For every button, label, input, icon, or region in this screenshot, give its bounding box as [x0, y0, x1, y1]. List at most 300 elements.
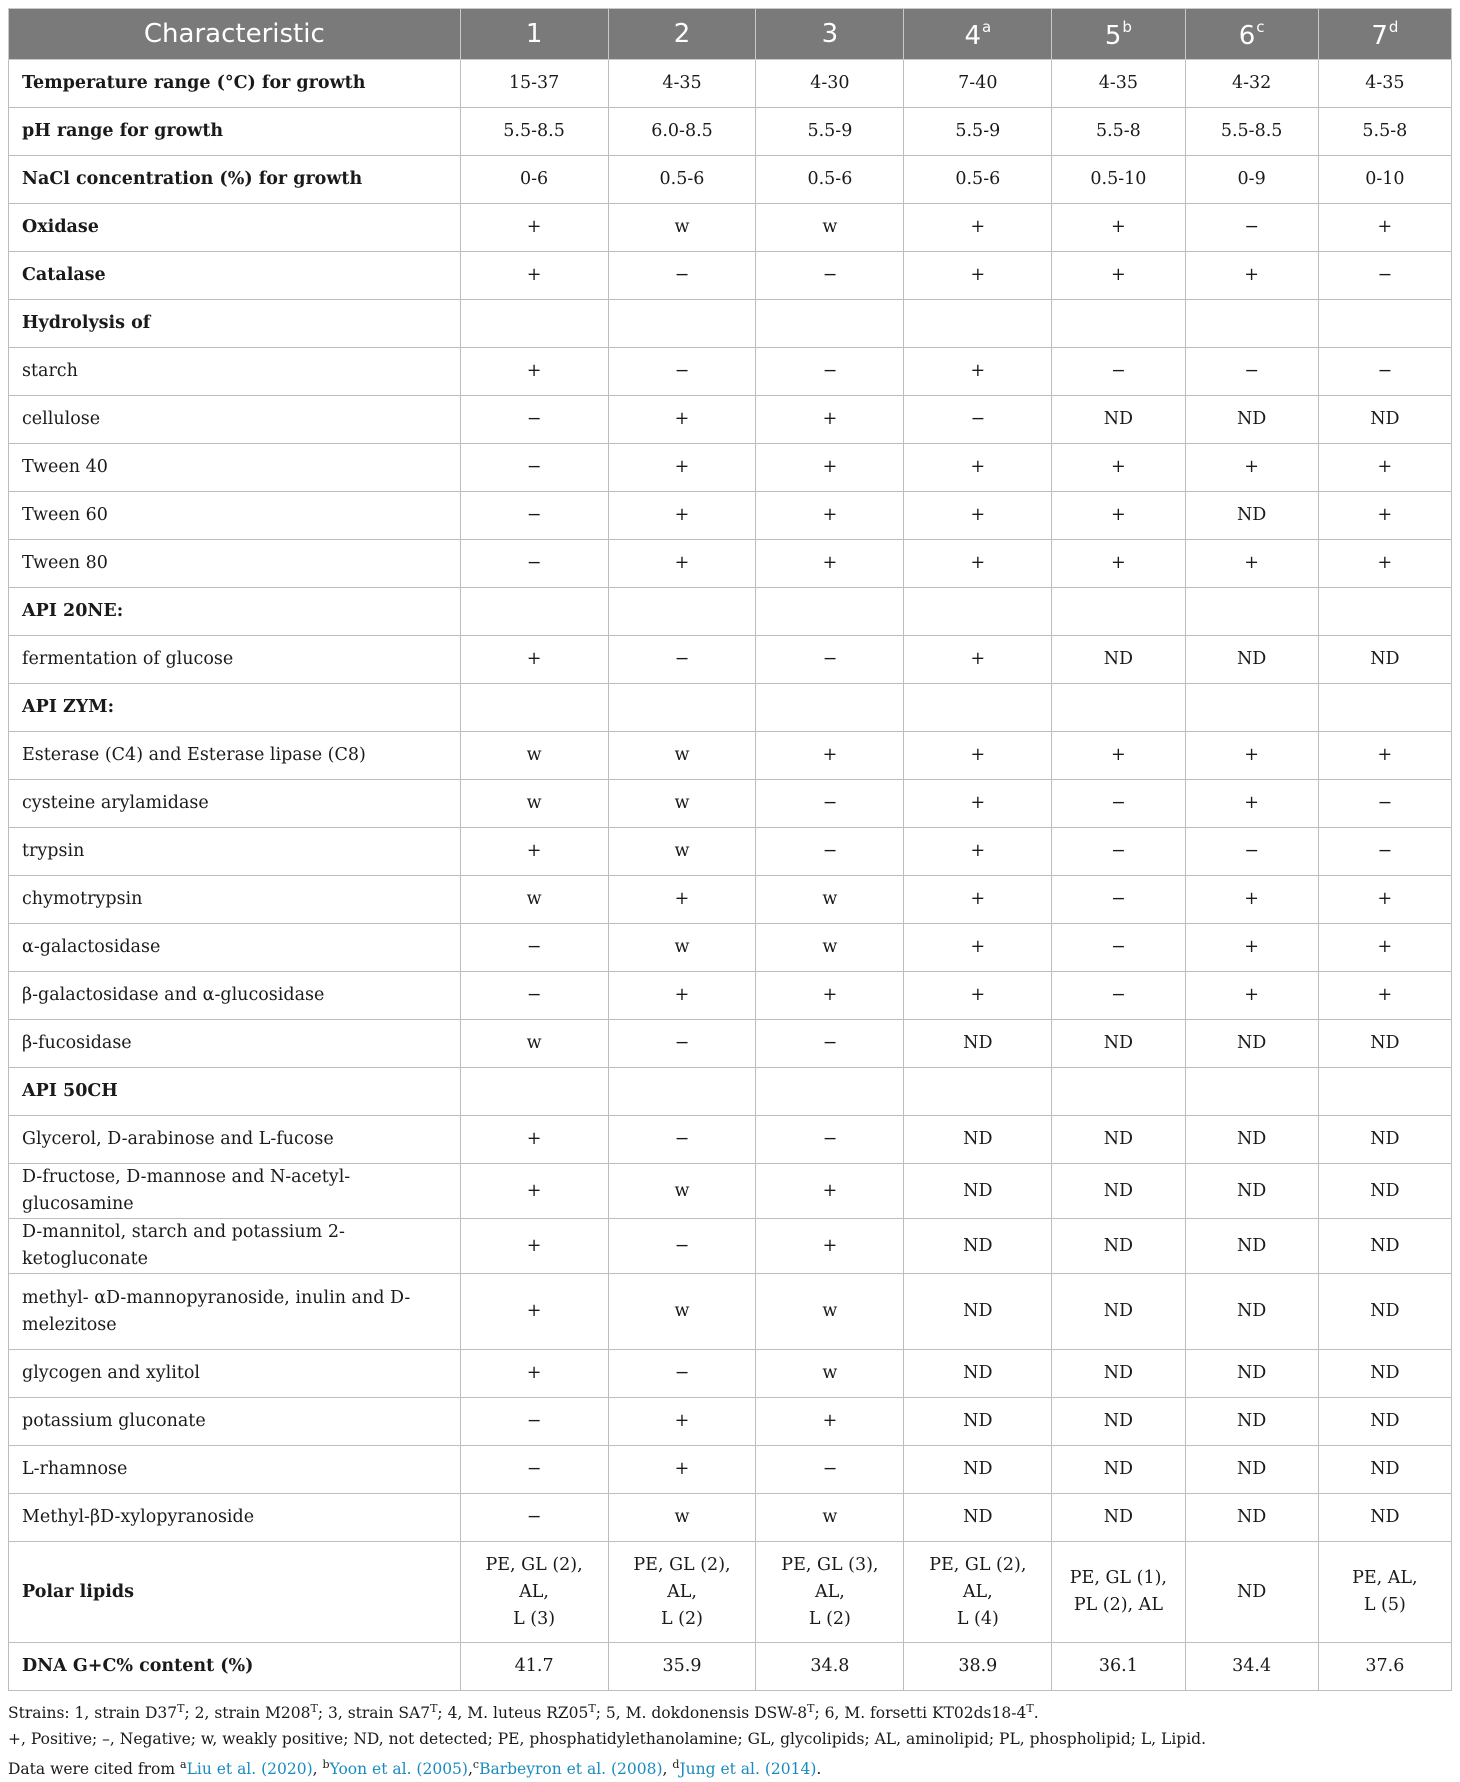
table-cell-line: PE, GL (3),	[781, 1554, 879, 1575]
table-row	[9, 1274, 1452, 1350]
characteristics-table	[8, 8, 1452, 1691]
table-cell-line: PE, GL (1),	[1069, 1568, 1167, 1588]
row-label: Polar lipids	[9, 1542, 461, 1643]
table-cell: +	[756, 1219, 904, 1274]
table-cell: +	[460, 204, 608, 252]
table-cell: ND	[1185, 396, 1318, 444]
table-cell: −	[608, 1350, 756, 1398]
table-cell	[1318, 1542, 1451, 1643]
table-row	[9, 828, 1452, 876]
table-cell: −	[756, 780, 904, 828]
footnote-superscript: T	[807, 1702, 815, 1715]
table-cell-line: ND	[1236, 1581, 1267, 1602]
table-cell: w	[608, 1274, 756, 1350]
table-cell: 4-32	[1185, 60, 1318, 108]
table-cell: w	[608, 204, 756, 252]
row-label: Tween 60	[9, 492, 461, 540]
row-label: cellulose	[9, 396, 461, 444]
table-cell: +	[1185, 972, 1318, 1020]
table-cell: +	[756, 972, 904, 1020]
table-cell: +	[1318, 444, 1451, 492]
table-cell: 6.0-8.5	[608, 108, 756, 156]
table-cell: +	[1318, 492, 1451, 540]
table-cell: 0-10	[1318, 156, 1451, 204]
footnote-superscript: T	[430, 1702, 438, 1715]
table-row	[9, 1116, 1452, 1164]
table-cell-empty	[1318, 1068, 1451, 1116]
table-cell-line: L (5)	[1363, 1595, 1406, 1615]
table-cell: ND	[1318, 636, 1451, 684]
footnote-text: ; 6, M. forsetti KT02ds18-4	[814, 1704, 1027, 1722]
table-cell: ND	[904, 1446, 1052, 1494]
table-cell: +	[460, 1164, 608, 1219]
footnote-text: ; 4, M. luteus RZ05	[437, 1704, 589, 1722]
table-cell: −	[608, 1020, 756, 1068]
citation-link[interactable]: Liu et al. (2020)	[186, 1760, 313, 1778]
table-cell-empty	[608, 588, 756, 636]
table-cell: +	[904, 540, 1052, 588]
table-cell: 38.9	[904, 1643, 1052, 1691]
footnote-citations	[8, 1752, 1452, 1782]
table-cell: ND	[1185, 1020, 1318, 1068]
table-cell: +	[460, 636, 608, 684]
table-cell: w	[460, 780, 608, 828]
table-cell-empty	[904, 1068, 1052, 1116]
table-cell: 7-40	[904, 60, 1052, 108]
table-cell: w	[608, 924, 756, 972]
table-cell	[460, 300, 608, 348]
table-cell: ND	[1052, 1020, 1185, 1068]
table-cell: +	[1318, 876, 1451, 924]
table-cell: ND	[1052, 1116, 1185, 1164]
table-cell: 5.5-9	[756, 108, 904, 156]
table-cell: +	[460, 1116, 608, 1164]
table-cell: +	[608, 972, 756, 1020]
table-cell-empty	[756, 684, 904, 732]
table-cell: ND	[1052, 1219, 1185, 1274]
table-cell-empty	[1185, 684, 1318, 732]
row-label: L-rhamnose	[9, 1446, 461, 1494]
table-cell	[460, 1542, 608, 1643]
table-cell: ND	[1318, 1350, 1451, 1398]
row-label: API 20NE:	[9, 588, 461, 636]
table-cell: −	[1052, 348, 1185, 396]
table-cell: +	[904, 348, 1052, 396]
table-cell: 0.5-6	[608, 156, 756, 204]
table-cell: +	[904, 780, 1052, 828]
table-cell: −	[460, 972, 608, 1020]
row-label: Glycerol, D-arabinose and L-fucose	[9, 1116, 461, 1164]
table-cell	[904, 1542, 1052, 1643]
table-cell: −	[756, 1020, 904, 1068]
table-cell: +	[608, 540, 756, 588]
table-cell: 5.5-8	[1052, 108, 1185, 156]
table-cell: +	[1185, 732, 1318, 780]
table-row	[9, 684, 1452, 732]
table-cell: 35.9	[608, 1643, 756, 1691]
table-cell: +	[904, 828, 1052, 876]
table-body	[9, 60, 1452, 1691]
table-cell: −	[608, 252, 756, 300]
table-cell: −	[1185, 348, 1318, 396]
table-cell: +	[756, 396, 904, 444]
table-cell: +	[460, 1274, 608, 1350]
citation-link[interactable]: Yoon et al. (2005)	[329, 1760, 468, 1778]
table-cell: 0-6	[460, 156, 608, 204]
table-row	[9, 1398, 1452, 1446]
footnote-text: ,	[467, 1760, 473, 1778]
table-cell: 34.8	[756, 1643, 904, 1691]
table-cell: +	[904, 252, 1052, 300]
table-cell: w	[756, 1274, 904, 1350]
table-row	[9, 60, 1452, 108]
table-row	[9, 300, 1452, 348]
footnote-superscript: b	[322, 1758, 330, 1771]
table-cell: −	[756, 636, 904, 684]
column-header-strain-4	[904, 9, 1052, 60]
table-cell: 5.5-8.5	[460, 108, 608, 156]
table-row	[9, 1219, 1452, 1274]
table-cell-line: AL,	[814, 1581, 845, 1602]
table-cell: −	[1052, 924, 1185, 972]
row-label: Oxidase	[9, 204, 461, 252]
table-cell: +	[1052, 252, 1185, 300]
citation-link[interactable]: Barbeyron et al. (2008)	[479, 1760, 663, 1778]
table-cell: +	[1318, 972, 1451, 1020]
column-header-label: Characteristic	[143, 19, 325, 49]
table-cell: −	[460, 1446, 608, 1494]
table-cell-line: L (2)	[661, 1608, 703, 1629]
table-cell: +	[1185, 444, 1318, 492]
table-cell: ND	[904, 1219, 1052, 1274]
footnote-superscript: d	[672, 1758, 680, 1771]
table-cell: +	[904, 972, 1052, 1020]
table-row	[9, 876, 1452, 924]
column-header-label: 2	[673, 19, 691, 49]
row-label: API 50CH	[9, 1068, 461, 1116]
table-cell: 4-35	[608, 60, 756, 108]
table-cell: +	[608, 444, 756, 492]
table-cell: +	[608, 396, 756, 444]
column-header-characteristic	[9, 9, 461, 60]
row-label: NaCl concentration (%) for growth	[9, 156, 461, 204]
column-header-label: 3	[821, 19, 839, 49]
table-cell-line: L (4)	[956, 1608, 999, 1629]
table-row	[9, 204, 1452, 252]
table-cell: −	[1052, 780, 1185, 828]
table-cell: 5.5-8.5	[1185, 108, 1318, 156]
table-cell: w	[756, 924, 904, 972]
table-cell: −	[460, 924, 608, 972]
table-cell: +	[1185, 876, 1318, 924]
table-cell: ND	[1052, 1494, 1185, 1542]
table-cell: −	[1185, 204, 1318, 252]
table-cell-empty	[460, 684, 608, 732]
row-label: potassium gluconate	[9, 1398, 461, 1446]
table-row	[9, 588, 1452, 636]
table-cell-empty	[1052, 684, 1185, 732]
column-header-label: 7	[1371, 20, 1388, 51]
table-cell-empty	[756, 1068, 904, 1116]
table-cell: +	[1318, 732, 1451, 780]
table-cell: −	[460, 1398, 608, 1446]
table-cell: ND	[1185, 1274, 1318, 1350]
column-header-strain-7	[1318, 9, 1451, 60]
footnote-superscript: T	[177, 1702, 185, 1715]
table-cell: −	[1318, 780, 1451, 828]
table-cell: w	[608, 732, 756, 780]
table-cell: ND	[1052, 1350, 1185, 1398]
table-cell	[904, 300, 1052, 348]
table-cell-empty	[608, 684, 756, 732]
table-cell: +	[904, 636, 1052, 684]
table-cell: +	[608, 1398, 756, 1446]
column-header-label: 6	[1238, 20, 1256, 51]
table-cell: −	[1052, 876, 1185, 924]
table-cell: ND	[1052, 636, 1185, 684]
table-cell: +	[608, 876, 756, 924]
table-cell: w	[756, 204, 904, 252]
table-cell	[756, 300, 904, 348]
footnote-text: ; 5, M. dokdonensis DSW-8	[595, 1704, 808, 1722]
table-row	[9, 636, 1452, 684]
table-cell-empty	[608, 1068, 756, 1116]
table-cell: ND	[1052, 1274, 1185, 1350]
table-cell: +	[608, 492, 756, 540]
row-label: API ZYM:	[9, 684, 461, 732]
table-cell: −	[608, 348, 756, 396]
row-label: β-fucosidase	[9, 1020, 461, 1068]
row-label: D-mannitol, starch and potassium 2-ketogluconate	[9, 1219, 461, 1274]
table-cell: w	[608, 1164, 756, 1219]
table-cell: +	[460, 1219, 608, 1274]
table-cell: ND	[1318, 1116, 1451, 1164]
table-row	[9, 1020, 1452, 1068]
table-cell-line: PE, GL (2),	[929, 1554, 1027, 1575]
table-cell: ND	[1318, 1446, 1451, 1494]
table-cell: w	[460, 876, 608, 924]
table-cell: +	[756, 732, 904, 780]
row-label: DNA G+C% content (%)	[9, 1643, 461, 1691]
table-header-row	[9, 9, 1452, 60]
table-cell: ND	[904, 1494, 1052, 1542]
column-header-label: 4	[964, 20, 981, 51]
table-cell: ND	[1052, 1164, 1185, 1219]
row-label: Tween 80	[9, 540, 461, 588]
table-cell: ND	[904, 1350, 1052, 1398]
footnote-text: ,	[662, 1760, 673, 1778]
table-cell: ND	[1318, 1164, 1451, 1219]
table-row	[9, 1068, 1452, 1116]
table-cell: −	[756, 1446, 904, 1494]
table-cell: w	[608, 1494, 756, 1542]
table-cell-empty	[904, 684, 1052, 732]
table-cell: +	[904, 924, 1052, 972]
table-row	[9, 780, 1452, 828]
table-cell: w	[756, 1350, 904, 1398]
table-cell: −	[1318, 348, 1451, 396]
table-row	[9, 1164, 1452, 1219]
table-cell: ND	[1185, 492, 1318, 540]
table-cell	[1052, 300, 1185, 348]
footnote-text: ; 2, strain M208	[184, 1704, 311, 1722]
table-cell: ND	[1318, 1274, 1451, 1350]
table-cell: −	[756, 828, 904, 876]
table-cell: +	[1052, 444, 1185, 492]
column-header-strain-1	[460, 9, 608, 60]
table-cell: +	[608, 1446, 756, 1494]
table-cell-empty	[904, 588, 1052, 636]
table-row	[9, 444, 1452, 492]
column-header-strain-3	[756, 9, 904, 60]
table-cell-empty	[460, 1068, 608, 1116]
footnote-superscript: a	[180, 1758, 187, 1771]
table-cell: 4-30	[756, 60, 904, 108]
table-cell: 0.5-6	[904, 156, 1052, 204]
table-cell: ND	[1185, 1398, 1318, 1446]
table-cell-empty	[1052, 588, 1185, 636]
table-container	[8, 8, 1452, 1782]
table-cell: +	[904, 204, 1052, 252]
table-cell-line: PE, AL,	[1352, 1568, 1418, 1588]
table-cell: 0.5-6	[756, 156, 904, 204]
table-cell	[608, 1542, 756, 1643]
table-cell: +	[1052, 492, 1185, 540]
column-header-superscript: a	[981, 17, 992, 36]
table-cell: +	[904, 444, 1052, 492]
column-header-strain-2	[608, 9, 756, 60]
table-cell-line: PE, GL (2),	[485, 1554, 583, 1575]
table-cell: −	[1318, 252, 1451, 300]
table-cell: −	[608, 1116, 756, 1164]
row-label: starch	[9, 348, 461, 396]
table-row	[9, 1494, 1452, 1542]
table-row	[9, 732, 1452, 780]
table-cell: +	[756, 540, 904, 588]
footnote-text: ; 3, strain SA7	[317, 1704, 431, 1722]
table-cell: 5.5-9	[904, 108, 1052, 156]
table-cell-line: AL,	[667, 1581, 697, 1602]
table-cell: 36.1	[1052, 1643, 1185, 1691]
table-cell: +	[1185, 252, 1318, 300]
footnote-superscript: T	[588, 1702, 596, 1715]
table-cell-empty	[1185, 588, 1318, 636]
table-cell: +	[1052, 732, 1185, 780]
column-header-label: 1	[525, 19, 543, 49]
table-cell: +	[756, 1398, 904, 1446]
table-cell: −	[608, 1219, 756, 1274]
table-cell: w	[756, 876, 904, 924]
table-cell: ND	[1052, 396, 1185, 444]
row-label: Temperature range (°C) for growth	[9, 60, 461, 108]
table-cell: ND	[1185, 1116, 1318, 1164]
footnote-text: Data were cited from	[8, 1760, 181, 1778]
table-cell: −	[460, 444, 608, 492]
table-cell	[608, 300, 756, 348]
column-header-superscript: d	[1388, 17, 1399, 36]
table-cell: ND	[904, 1398, 1052, 1446]
footnote-strains	[8, 1696, 1452, 1726]
footnote-superscript: T	[1026, 1702, 1034, 1715]
footnote-text: Strains: 1, strain D37	[8, 1704, 178, 1722]
table-cell	[1052, 1542, 1185, 1643]
row-label: pH range for growth	[9, 108, 461, 156]
table-cell-line: PL (2), AL	[1073, 1595, 1163, 1615]
table-cell-empty	[1185, 1068, 1318, 1116]
table-cell: +	[904, 732, 1052, 780]
table-cell: +	[756, 492, 904, 540]
table-cell: +	[1318, 204, 1451, 252]
table-cell-empty	[460, 588, 608, 636]
table-cell: +	[904, 876, 1052, 924]
table-cell: ND	[1185, 1446, 1318, 1494]
table-cell-empty	[1318, 684, 1451, 732]
row-label: fermentation of glucose	[9, 636, 461, 684]
table-cell: 34.4	[1185, 1643, 1318, 1691]
row-label: D-fructose, D-mannose and N-acetyl-glucosamine	[9, 1164, 461, 1219]
table-cell: −	[1185, 828, 1318, 876]
table-cell: ND	[1318, 1219, 1451, 1274]
citation-link[interactable]: Jung et al. (2014)	[679, 1760, 817, 1778]
table-cell	[1185, 1542, 1318, 1643]
table-cell: −	[460, 540, 608, 588]
table-cell: w	[460, 1020, 608, 1068]
row-label: Methyl-βD-xylopyranoside	[9, 1494, 461, 1542]
table-cell: ND	[1185, 1164, 1318, 1219]
table-cell-empty	[756, 588, 904, 636]
table-row	[9, 1542, 1452, 1643]
table-cell-line: PE, GL (2),	[633, 1554, 731, 1575]
footnote-legend: +, Positive; –, Negative; w, weakly positive; ND, not detected; PE, phosphatidylethanolamine; GL, glycolipids; AL, aminolipid; PL, phospholipid; L, Lipid.	[8, 1730, 1207, 1748]
table-cell: ND	[904, 1164, 1052, 1219]
table-row	[9, 396, 1452, 444]
table-cell: 4-35	[1318, 60, 1451, 108]
table-row	[9, 1350, 1452, 1398]
table-cell: 0.5-10	[1052, 156, 1185, 204]
table-cell: +	[1052, 204, 1185, 252]
table-cell: +	[1185, 924, 1318, 972]
column-header-strain-5	[1052, 9, 1185, 60]
column-header-strain-6	[1185, 9, 1318, 60]
table-cell: −	[460, 396, 608, 444]
table-cell: ND	[1052, 1446, 1185, 1494]
row-label: Esterase (C4) and Esterase lipase (C8)	[9, 732, 461, 780]
table-cell-empty	[1318, 588, 1451, 636]
table-row	[9, 492, 1452, 540]
table-cell	[756, 1542, 904, 1643]
table-cell: w	[460, 732, 608, 780]
table-cell: +	[1318, 540, 1451, 588]
row-label: β-galactosidase and α-glucosidase	[9, 972, 461, 1020]
table-footnotes	[8, 1696, 1452, 1782]
table-cell-line: AL,	[519, 1581, 549, 1602]
table-cell-line: L (2)	[808, 1608, 851, 1629]
table-cell: w	[608, 828, 756, 876]
footnote-text: .	[1033, 1704, 1039, 1722]
column-header-superscript: c	[1256, 17, 1265, 36]
table-cell: ND	[1185, 1350, 1318, 1398]
table-cell: +	[1318, 924, 1451, 972]
table-cell-empty	[1052, 1068, 1185, 1116]
table-cell: ND	[1185, 1219, 1318, 1274]
table-cell: ND	[1318, 1494, 1451, 1542]
table-cell: ND	[1318, 1020, 1451, 1068]
row-label: trypsin	[9, 828, 461, 876]
row-label: cysteine arylamidase	[9, 780, 461, 828]
table-cell: −	[608, 636, 756, 684]
row-label: Catalase	[9, 252, 461, 300]
table-cell: 15-37	[460, 60, 608, 108]
